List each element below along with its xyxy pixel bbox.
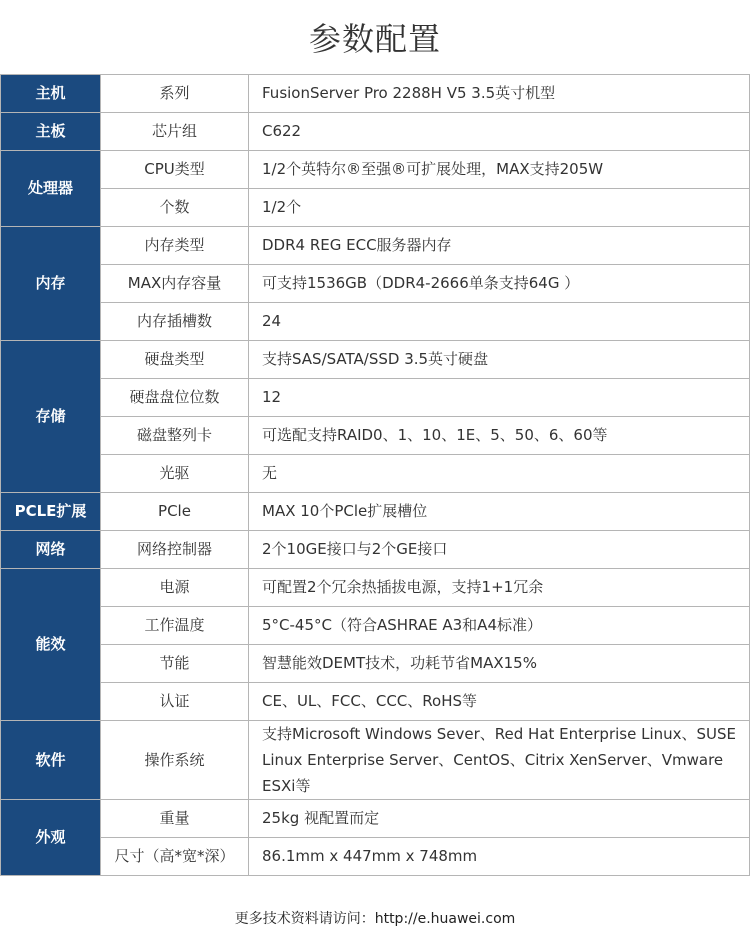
category-cell: 处理器 bbox=[1, 151, 101, 227]
category-cell: 外观 bbox=[1, 800, 101, 876]
category-cell: 存储 bbox=[1, 341, 101, 493]
value-cell: 1/2个英特尔®至强®可扩展处理，MAX支持205W bbox=[249, 151, 750, 189]
category-cell: 主机 bbox=[1, 75, 101, 113]
value-cell: 12 bbox=[249, 379, 750, 417]
attribute-cell: 内存插槽数 bbox=[101, 303, 249, 341]
value-cell: 2个10GE接口与2个GE接口 bbox=[249, 531, 750, 569]
value-cell: 可配置2个冗余热插拔电源，支持1+1冗余 bbox=[249, 569, 750, 607]
attribute-cell: 内存类型 bbox=[101, 227, 249, 265]
value-cell: 智慧能效DEMT技术，功耗节省MAX15% bbox=[249, 645, 750, 683]
attribute-cell: MAX内存容量 bbox=[101, 265, 249, 303]
attribute-cell: 个数 bbox=[101, 189, 249, 227]
value-cell: 可选配支持RAID0、1、10、1E、5、50、6、60等 bbox=[249, 417, 750, 455]
table-row bbox=[1, 683, 750, 721]
table-row bbox=[1, 493, 750, 531]
category-cell: 软件 bbox=[1, 721, 101, 800]
value-line: Linux Enterprise Server、CentOS、Citrix XenServer、Vmware ESXi等 bbox=[262, 751, 724, 795]
attribute-cell: 光驱 bbox=[101, 455, 249, 493]
attribute-cell: 磁盘整列卡 bbox=[101, 417, 249, 455]
attribute-cell: 系列 bbox=[101, 75, 249, 113]
attribute-cell: 工作温度 bbox=[101, 607, 249, 645]
table-row bbox=[1, 838, 750, 876]
value-line: 支持Microsoft Windows Sever、Red Hat Enterprise Linux、SUSE bbox=[262, 725, 737, 743]
category-cell: 网络 bbox=[1, 531, 101, 569]
value-cell: 支持SAS/SATA/SSD 3.5英寸硬盘 bbox=[249, 341, 750, 379]
table-row bbox=[1, 455, 750, 493]
table-row bbox=[1, 531, 750, 569]
table-row bbox=[1, 189, 750, 227]
value-cell: MAX 10个PCle扩展槽位 bbox=[249, 493, 750, 531]
attribute-cell: 电源 bbox=[101, 569, 249, 607]
attribute-cell: 尺寸（高*宽*深） bbox=[101, 838, 249, 876]
spec-table bbox=[0, 74, 750, 876]
table-row bbox=[1, 417, 750, 455]
value-cell: C622 bbox=[249, 113, 750, 151]
attribute-cell: CPU类型 bbox=[101, 151, 249, 189]
value-cell: 5°C-45°C（符合ASHRAE A3和A4标准） bbox=[249, 607, 750, 645]
category-cell: 能效 bbox=[1, 569, 101, 721]
attribute-cell: 硬盘类型 bbox=[101, 341, 249, 379]
category-cell: PCLE扩展 bbox=[1, 493, 101, 531]
attribute-cell: 硬盘盘位位数 bbox=[101, 379, 249, 417]
table-row bbox=[1, 303, 750, 341]
table-row bbox=[1, 645, 750, 683]
value-cell bbox=[249, 721, 750, 800]
table-row bbox=[1, 607, 750, 645]
table-row bbox=[1, 227, 750, 265]
table-row bbox=[1, 151, 750, 189]
table-row bbox=[1, 721, 750, 800]
attribute-cell: 操作系统 bbox=[101, 721, 249, 800]
attribute-cell: 重量 bbox=[101, 800, 249, 838]
value-cell: 24 bbox=[249, 303, 750, 341]
table-row bbox=[1, 800, 750, 838]
value-cell: CE、UL、FCC、CCC、RoHS等 bbox=[249, 683, 750, 721]
table-row bbox=[1, 265, 750, 303]
table-row bbox=[1, 75, 750, 113]
attribute-cell: 网络控制器 bbox=[101, 531, 249, 569]
value-cell: DDR4 REG ECC服务器内存 bbox=[249, 227, 750, 265]
attribute-cell: 节能 bbox=[101, 645, 249, 683]
value-cell: 可支持1536GB（DDR4-2666单条支持64G ） bbox=[249, 265, 750, 303]
value-cell: 无 bbox=[249, 455, 750, 493]
page-title: 参数配置 bbox=[308, 20, 441, 58]
value-cell: 25kg 视配置而定 bbox=[249, 800, 750, 838]
table-row bbox=[1, 379, 750, 417]
footer-link-text: 更多技术资料请访问：http://e.huawei.com bbox=[234, 911, 516, 927]
table-row bbox=[1, 341, 750, 379]
category-cell: 主板 bbox=[1, 113, 101, 151]
table-row bbox=[1, 569, 750, 607]
attribute-cell: 认证 bbox=[101, 683, 249, 721]
value-cell: 86.1mm x 447mm x 748mm bbox=[249, 838, 750, 876]
value-cell: 1/2个 bbox=[249, 189, 750, 227]
table-row bbox=[1, 113, 750, 151]
category-cell: 内存 bbox=[1, 227, 101, 341]
attribute-cell: PCle bbox=[101, 493, 249, 531]
value-cell: FusionServer Pro 2288H V5 3.5英寸机型 bbox=[249, 75, 750, 113]
attribute-cell: 芯片组 bbox=[101, 113, 249, 151]
